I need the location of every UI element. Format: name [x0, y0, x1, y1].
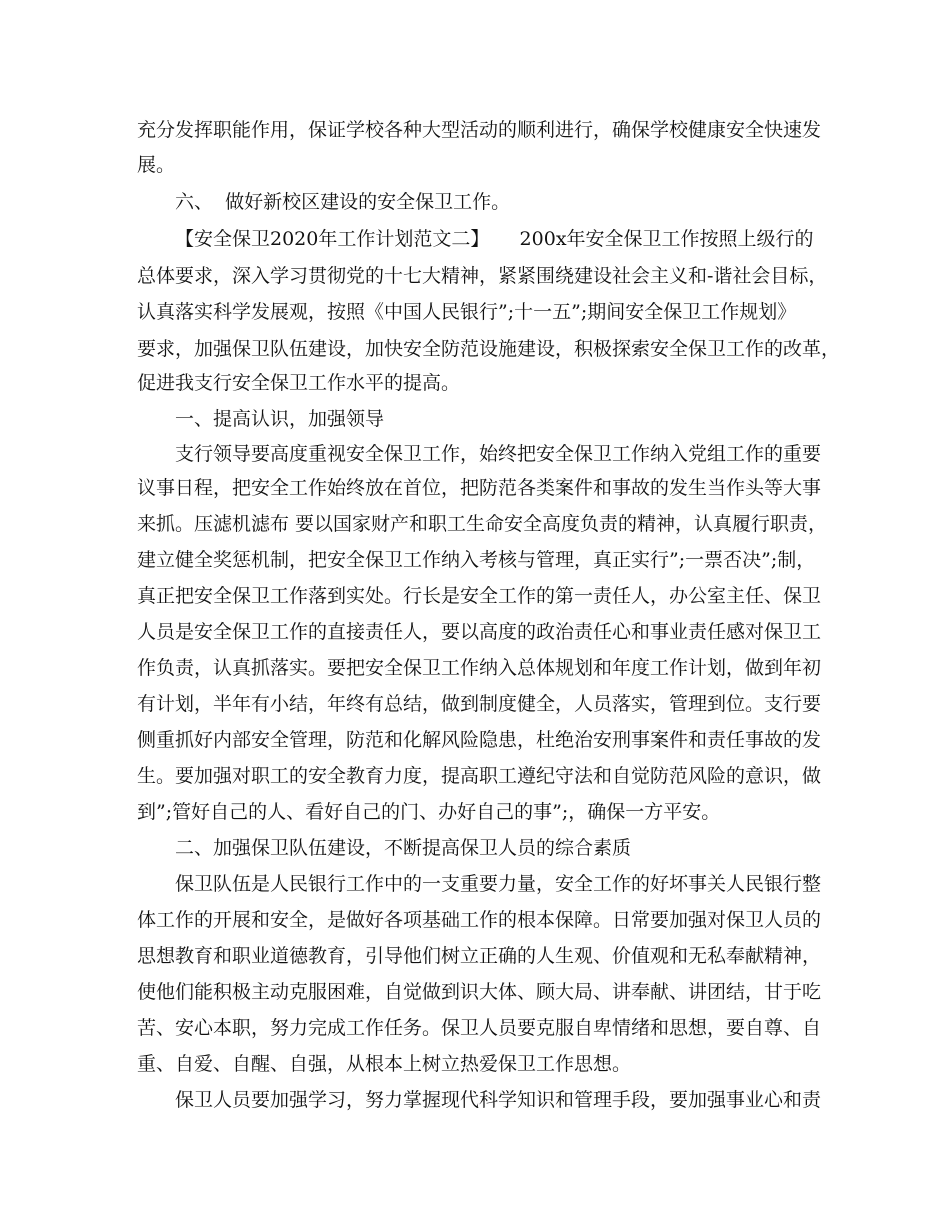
section-heading: 一、提高认识，加强领导 — [175, 408, 385, 430]
text-line: 真正把安全保卫工作落到实处。行长是安全工作的第一责任人，办公室主任、保卫 — [137, 585, 822, 607]
text-line: 促进我支行安全保卫工作水平的提高。 — [137, 372, 461, 394]
text-line: 【安全保卫2020年工作计划范文二】 200x年安全保卫工作按照上级行的 — [175, 228, 814, 250]
text-line: 议事日程，把安全工作始终放在首位，把防范各类案件和事故的发生当作头等大事 — [137, 477, 822, 499]
text-line: 保卫队伍是人民银行工作中的一支重要力量，安全工作的好坏事关人民银行整 — [175, 873, 822, 895]
text-line: 重、自爱、自醒、自强，从根本上树立热爱保卫工作思想。 — [137, 1053, 632, 1075]
text-line: 到”;管好自己的人、看好自己的门、办好自己的事”;，确保一方平安。 — [137, 801, 721, 823]
text-line: 人员是安全保卫工作的直接责任人，要以高度的政治责任心和事业责任感对保卫工 — [137, 621, 822, 643]
text-line: 生。要加强对职工的安全教育力度，提高职工遵纪守法和自觉防范风险的意识，做 — [137, 765, 822, 787]
text-line: 建立健全奖惩机制，把安全保卫工作纳入考核与管理，真正实行”;一票否决”;制， — [137, 549, 816, 571]
section-heading: 二、加强保卫队伍建设，不断提高保卫人员的综合素质 — [175, 837, 632, 859]
text-line: 展。 — [137, 154, 176, 176]
text-line: 保卫人员要加强学习，努力掌握现代科学知识和管理手段，要加强事业心和责 — [175, 1089, 822, 1111]
text-line: 侧重抓好内部安全管理，防范和化解风险隐患，杜绝治安刑事案件和责任事故的发 — [137, 729, 822, 751]
section-heading: 六、 做好新校区建设的安全保卫工作。 — [175, 191, 511, 213]
text-line: 充分发挥职能作用，保证学校各种大型活动的顺利进行，确保学校健康安全快速发 — [137, 119, 822, 141]
text-line: 思想教育和职业道德教育，引导他们树立正确的人生观、价值观和无私奉献精神， — [137, 945, 822, 967]
text-line: 认真落实科学发展观，按照《中国人民银行”;十一五”;期间安全保卫工作规划》 — [137, 301, 797, 323]
text-line: 来抓。压滤机滤布 要以国家财产和职工生命安全高度负责的精神，认真履行职责， — [137, 513, 828, 535]
text-line: 要求，加强保卫队伍建设，加快安全防范设施建设，积极探索安全保卫工作的改革， — [137, 338, 841, 360]
text-line: 有计划，半年有小结，年终有总结，做到制度健全，人员落实，管理到位。支行要 — [137, 693, 822, 715]
text-line: 总体要求，深入学习贯彻党的十七大精神，紧紧围绕建设社会主义和-谐社会目标， — [137, 265, 828, 287]
text-line: 苦、安心本职，努力完成工作任务。保卫人员要克服自卑情绪和思想，要自尊、自 — [137, 1017, 822, 1039]
text-line: 使他们能积极主动克服困难，自觉做到识大体、顾大局、讲奉献、讲团结，甘于吃 — [137, 981, 822, 1003]
text-line: 体工作的开展和安全，是做好各项基础工作的根本保障。日常要加强对保卫人员的 — [137, 909, 822, 931]
text-line: 支行领导要高度重视安全保卫工作，始终把安全保卫工作纳入党组工作的重要 — [175, 443, 822, 465]
text-line: 作负责，认真抓落实。要把安全保卫工作纳入总体规划和年度工作计划，做到年初 — [137, 657, 822, 679]
